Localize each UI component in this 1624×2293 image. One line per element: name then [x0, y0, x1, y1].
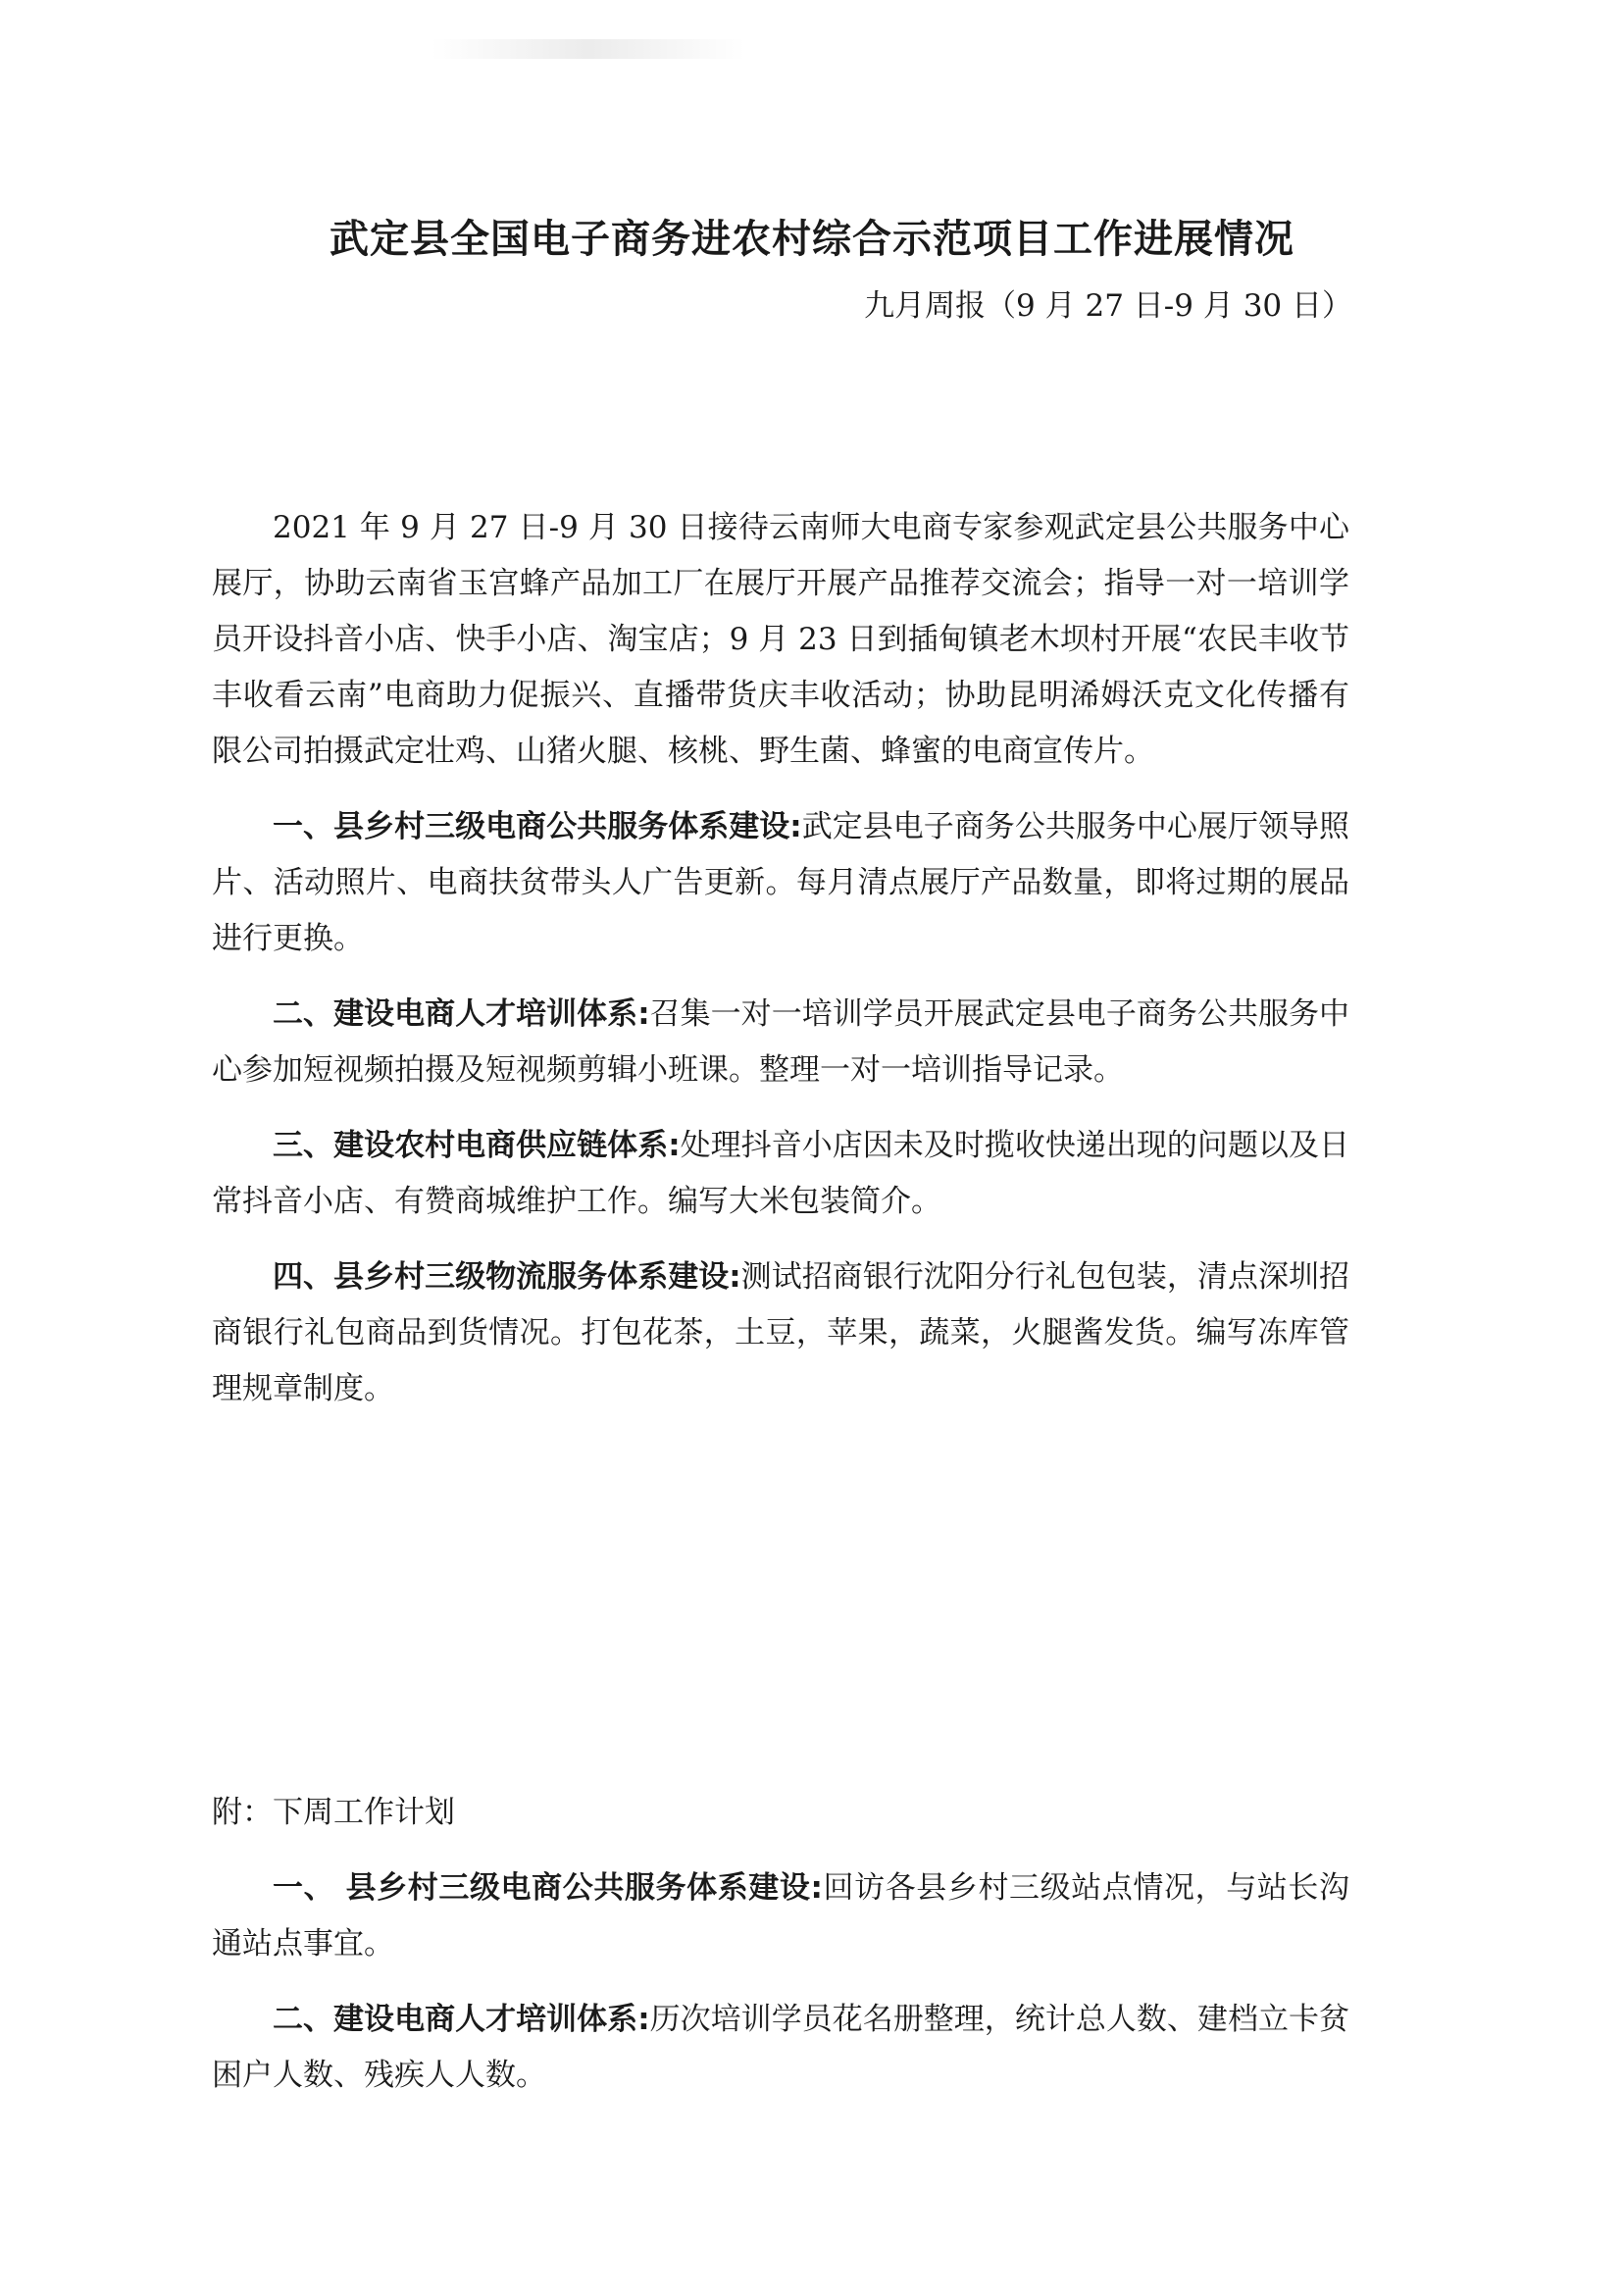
scan-artifact [431, 39, 745, 59]
section-text: 测试招商银行沈阳分行礼包包装，清点深圳招商银行礼包商品到货情况。打包花茶，土豆，苹果，蔬菜，火腿酱发货。编写冻库管理规章制度。 [212, 1259, 1349, 1406]
appendix-item-text: 历次培训学员花名册整理，统计总人数、建档立卡贫困户人数、残疾人人数。 [212, 2002, 1349, 2093]
appendix-item-text: 回访各县乡村三级站点情况，与站长沟通站点事宜。 [212, 1870, 1349, 1962]
section-text: 处理抖音小店因未及时揽收快递出现的问题以及日常抖音小店、有赞商城维护工作。编写大米包装简介。 [212, 1128, 1349, 1219]
appendix-item-heading: 一、 县乡村三级电商公共服务体系建设: [273, 1870, 823, 1906]
appendix-item [212, 1992, 1349, 2104]
section-heading: 三、建设农村电商供应链体系: [273, 1128, 681, 1163]
intro-paragraph: 2021 年 9 月 27 日-9 月 30 日接待云南师大电商专家参观武定县公共服务中心展厅，协助云南省玉宫蜂产品加工厂在展厅开展产品推荐交流会；指导一对一培训学员开设抖音小店、快手小店、淘宝店；9 月 23 日到插甸镇老木坝村开展“农民丰收节 丰收看云南”电商助力促振兴、直播带货庆丰收活动；协助昆明浠姆沃克文化传播有限公司拍摄武定壮鸡、山猪火腿、核桃、野生菌、蜂蜜的电商宣传片。 [212, 510, 1349, 769]
document-subtitle: 九月周报（9 月 27 日-9 月 30 日） [864, 288, 1352, 324]
appendix-heading: 附：下周工作计划 [212, 1795, 455, 1830]
appendix-item [212, 1860, 1349, 1972]
appendix [212, 1785, 1349, 2123]
document-title: 武定县全国电子商务进农村综合示范项目工作进展情况 [330, 217, 1294, 262]
section-paragraph [212, 799, 1349, 967]
section-heading: 二、建设电商人才培训体系: [273, 996, 650, 1032]
section-paragraph [212, 1249, 1349, 1417]
section-heading: 四、县乡村三级物流服务体系建设: [273, 1259, 741, 1295]
appendix-item-heading: 二、建设电商人才培训体系: [273, 2002, 650, 2037]
section-paragraph [212, 1118, 1349, 1230]
section-paragraph [212, 987, 1349, 1098]
section-text: 武定县电子商务公共服务中心展厅领导照片、活动照片、电商扶贫带头人广告更新。每月清点展厅产品数量，即将过期的展品进行更换。 [212, 809, 1349, 956]
document-body [212, 500, 1349, 1437]
section-text: 召集一对一培训学员开展武定县电子商务公共服务中心参加短视频拍摄及短视频剪辑小班课。整理一对一培训指导记录。 [212, 996, 1349, 1088]
section-heading: 一、县乡村三级电商公共服务体系建设: [273, 809, 802, 844]
